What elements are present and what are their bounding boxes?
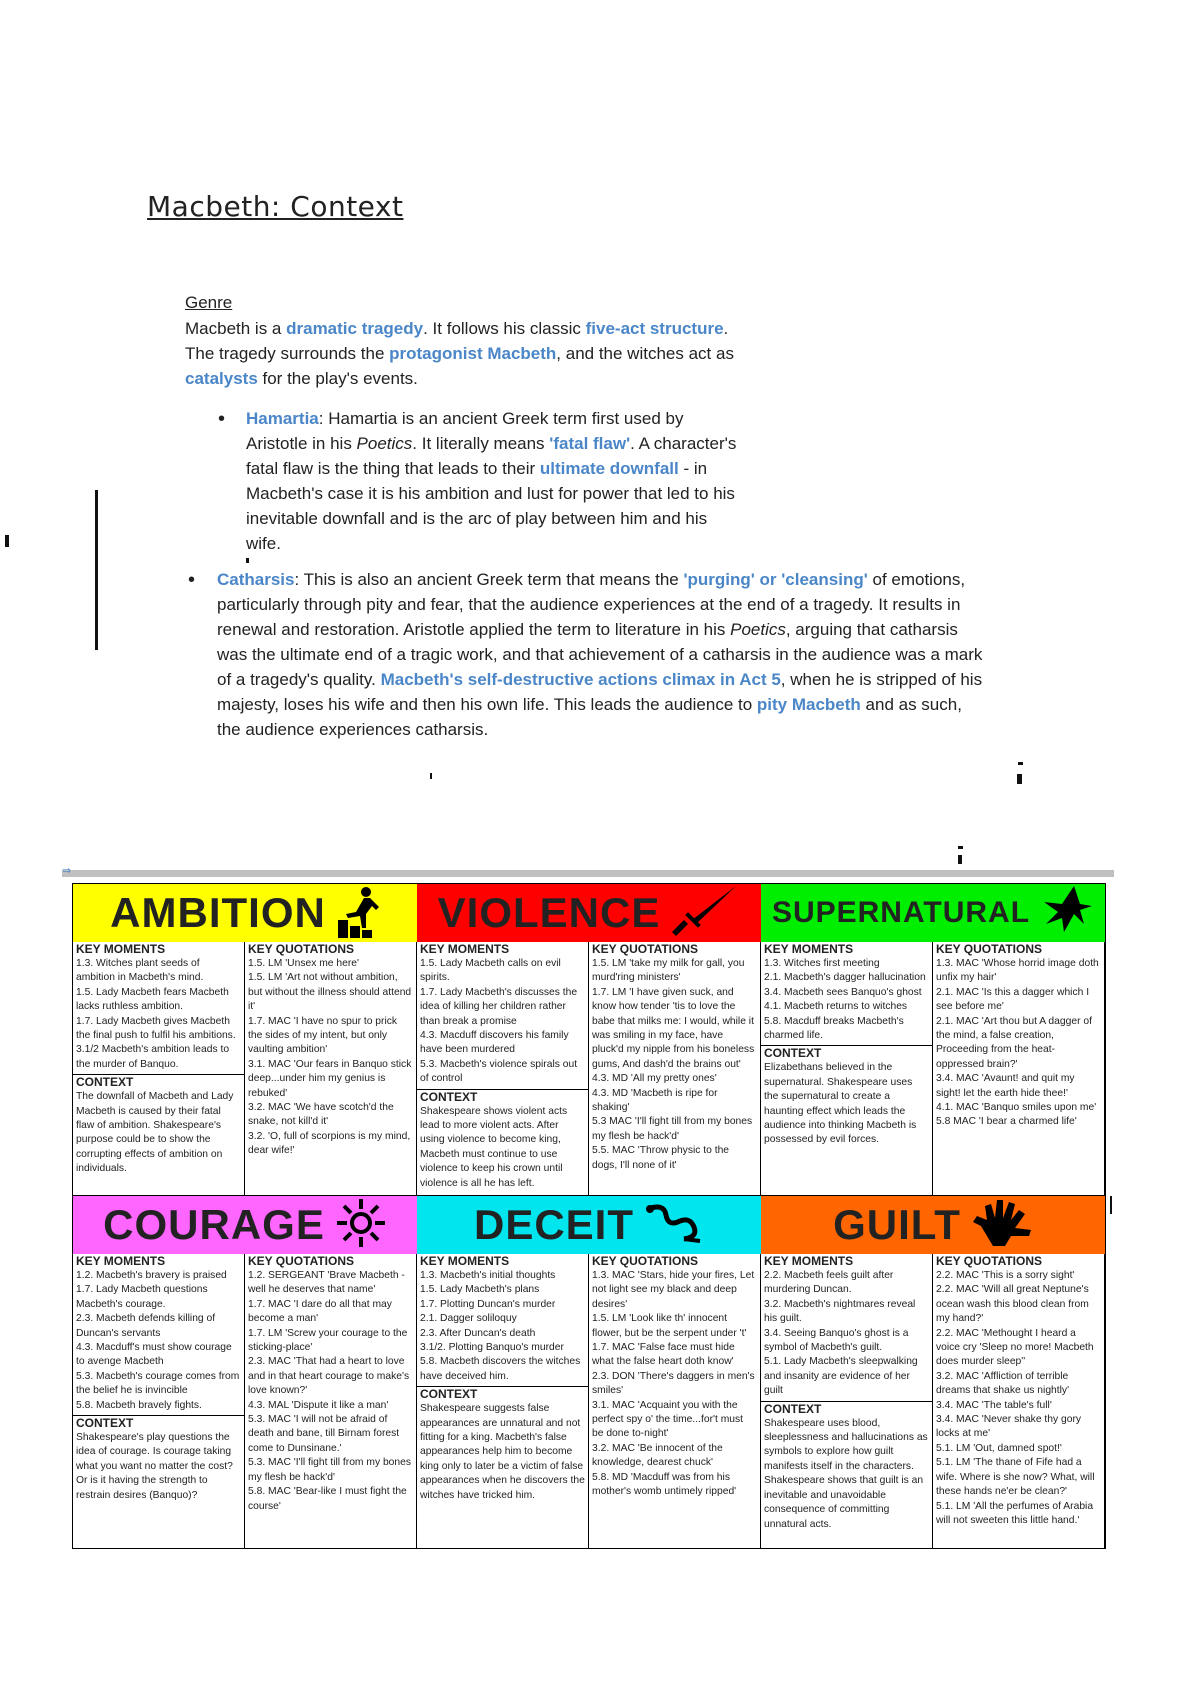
key-moments-list: 1.3. Witches first meeting 2.1. Macbeth's dagger hallucination 3.4. Macbeth sees Banquo's ghost 4.1. Macbeth returns to witches 5.8. Macduff breaks Macbeth's charmed life. <box>764 958 926 1042</box>
context-heading: CONTEXT <box>420 1387 478 1402</box>
theme-title: COURAGE <box>103 1201 325 1248</box>
key-quotations-list: 1.3. MAC 'Whose horrid image doth unfix my hair' 2.1. MAC 'Is this a dagger which I see before me' 2.1. MAC 'Art thou but A dagger of the mind, a false creation, Proceeding from the heat-oppressed brain?' 3.4. MAC 'Avaunt! and quit my sight! let the earth hide thee!' 4.1. MAC 'Banquo smiles upon me' 5.8 MAC 'I bear a charmed life' <box>936 958 1099 1128</box>
key-moments-list: 1.3. Macbeth's initial thoughts 1.5. Lady Macbeth's plans 1.7. Plotting Duncan's murder 2.1. Dagger soliloquy 2.3. After Duncan's death 3.1/2. Plotting Banquo's murder 5.8. Macbeth discovers the witches have deceived him. <box>420 1270 581 1382</box>
context-heading: CONTEXT <box>76 1416 134 1431</box>
bullet-marker: • <box>188 569 196 591</box>
theme-title: GUILT <box>833 1201 961 1248</box>
theme-courage-moments-cell <box>73 1254 245 1548</box>
hamartia-paragraph <box>246 406 746 556</box>
theme-banner-ambition <box>73 884 418 942</box>
key-moments-heading: KEY MOMENTS <box>764 1254 854 1268</box>
theme-ambition-quotations-cell <box>245 942 417 1196</box>
theme-deceit-moments-cell <box>417 1254 589 1548</box>
key-moments-heading: KEY MOMENTS <box>764 942 854 956</box>
body-text: , when he is stripped of his majesty, loses his wife and then his own life. This leads the audience to <box>217 670 983 714</box>
bullet-marker: • <box>218 408 226 430</box>
margin-mark <box>1017 774 1022 784</box>
key-quotations-heading: KEY QUOTATIONS <box>248 942 355 956</box>
key-quotations-list: 1.3. MAC 'Stars, hide your fires, Let not light see my black and deep desires' 1.5. LM 'Look like th' innocent flower, but be the serpent under 't' 1.7. MAC 'False face must hide what the false heart doth know' 2.3. DON 'There's daggers in men's smiles' 3.1. MAC 'Acquaint you with the perfect spy o' the time...for't must be done to-night' 3.2. MAC 'Be innocent of the knowledge, dearest chuck' 5.8. MD 'Macduff was from his mother's womb untimely ripped' <box>592 1270 755 1498</box>
theme-courage-quotations-cell <box>245 1254 417 1548</box>
sun-icon <box>325 1197 387 1254</box>
margin-mark <box>958 855 962 864</box>
highlighted-term: dramatic tragedy <box>286 319 424 338</box>
key-moments-heading: KEY MOMENTS <box>76 942 166 956</box>
dagger-icon <box>660 884 740 943</box>
row-divider <box>73 1195 1105 1196</box>
margin-mark <box>958 846 963 849</box>
key-quotations-list: 1.2. SERGEANT 'Brave Macbeth - well he deserves that name' 1.7. MAC 'I dare do all that may become a man' 1.7. LM 'Screw your courage to the sticking-place' 2.3. MAC 'That had a heart to love and in that heart courage to make's love known?' 4.3. MAL 'Dispute it like a man' 5.3. MAC 'I will not be afraid of death and bane, till Birnam forest come to Dunsinane.' 5.3. MAC 'I'll fight till from my bones my flesh be hack'd' 5.8. MAC 'Bear-like I must fight the course' <box>248 1270 412 1512</box>
highlighted-term: Macbeth's self-destructive actions climax in Act 5 <box>380 670 781 689</box>
witch-icon <box>1030 884 1094 943</box>
key-quotations-list: 1.5. LM 'take my milk for gall, you murd'ring ministers' 1.7. LM 'I have given suck, and know how tender 'tis to love the babe that milks me: I would, while it was smiling in my face, have pluck'd my nipple from his boneless gums, And dash'd the brains out' 4.3. MD 'All my pretty ones' 4.3. MD 'Macbeth is ripe for shaking' 5.3 MAC 'I'll fight till from my bones my flesh be hack'd' 5.5. MAC 'Throw physic to the dogs, I'll none of it' <box>592 958 755 1171</box>
key-moments-heading: KEY MOMENTS <box>76 1254 166 1268</box>
theme-guilt-quotations-cell <box>933 1254 1105 1548</box>
bloody-hand-icon <box>961 1196 1033 1255</box>
highlighted-term: 'fatal flaw' <box>549 434 631 453</box>
themes-grid <box>72 883 1106 1549</box>
italic-title: Poetics <box>356 434 413 453</box>
context-heading: CONTEXT <box>76 1075 134 1090</box>
change-bar <box>95 490 98 650</box>
body-text: . The tragedy surrounds the <box>185 319 729 363</box>
theme-title: DECEIT <box>473 1201 634 1248</box>
genre-heading: Genre <box>185 293 233 312</box>
context-heading: CONTEXT <box>764 1046 822 1061</box>
body-text: : Hamartia is an ancient Greek term first used by Aristotle in his <box>246 409 684 453</box>
key-quotations-heading: KEY QUOTATIONS <box>592 942 699 956</box>
page-title: Macbeth: Context <box>147 190 404 223</box>
margin-mark <box>1018 762 1023 765</box>
body-text: . It follows his classic <box>423 319 586 338</box>
context-block <box>761 1401 932 1532</box>
context-block <box>417 1089 588 1191</box>
margin-mark <box>246 558 249 563</box>
snake-icon <box>634 1201 704 1250</box>
key-quotations-heading: KEY QUOTATIONS <box>248 1254 355 1268</box>
body-text: and as such, the audience experiences catharsis. <box>217 695 962 739</box>
key-moments-heading: KEY MOMENTS <box>420 1254 510 1268</box>
key-quotations-heading: KEY QUOTATIONS <box>936 1254 1043 1268</box>
context-block <box>417 1386 588 1503</box>
context-block <box>761 1045 932 1147</box>
highlighted-term: Hamartia <box>246 409 319 428</box>
highlighted-term: pity Macbeth <box>756 695 861 714</box>
paragraph-arrow-icon: ⇒ <box>62 865 72 877</box>
context-block <box>73 1074 244 1176</box>
theme-banner-courage <box>73 1196 417 1254</box>
body-text: , and the witches act as <box>556 344 734 363</box>
italic-title: Poetics <box>730 620 786 639</box>
context-text: Shakespeare suggests false appearances are unnatural and not fitting for a king. Macbeth's false appearances help him to become king only to later be a victim of false appearances when he discovers the witches have tricked him. <box>420 1403 585 1501</box>
body-text: Macbeth is a <box>185 319 287 338</box>
context-text: The downfall of Macbeth and Lady Macbeth is caused by their fatal flaw of ambition. Shakespeare's purpose could be to show the corrupting effects of ambition on individuals. <box>76 1091 234 1175</box>
theme-ambition-moments-cell <box>73 942 245 1196</box>
theme-banner-violence <box>417 884 761 942</box>
theme-title: SUPERNATURAL <box>771 896 1031 929</box>
key-moments-list: 1.5. Lady Macbeth calls on evil spirits. 1.7. Lady Macbeth's discusses the idea of killing her children rather than break a promise 4.3. Macduff discovers his family have been murdered 5.3. Macbeth's violence spirals out of control <box>420 958 578 1085</box>
key-quotations-heading: KEY QUOTATIONS <box>936 942 1043 956</box>
highlighted-term: Catharsis <box>217 570 295 589</box>
theme-guilt-moments-cell <box>761 1254 933 1548</box>
theme-deceit-quotations-cell <box>589 1254 761 1548</box>
body-text: : This is also an ancient Greek term that means the <box>294 570 684 589</box>
context-block <box>73 1415 244 1503</box>
climber-icon <box>326 884 380 943</box>
genre-paragraph <box>185 316 745 391</box>
body-text: - in Macbeth's case it is his ambition and lust for power that led to his inevitable downfall and is the arc of play between him and his wife. <box>246 459 735 553</box>
highlighted-term: five-act structure <box>585 319 724 338</box>
context-text: Shakespeare uses blood, sleeplessness and hallucinations as symbols to explore how guilt manifests itself in the characters. Shakespeare shows that guilt is an inevitable and unavoidable consequence of committing unnatural acts. <box>764 1417 928 1530</box>
body-text: . A character's fatal flaw is the thing that leads to their <box>246 434 737 478</box>
highlighted-term: catalysts <box>185 369 258 388</box>
key-quotations-list: 2.2. MAC 'This is a sorry sight' 2.2. MAC 'Will all great Neptune's ocean wash this blood clean from my hand?' 2.2. MAC 'Methought I heard a voice cry 'Sleep no more! Macbeth does murder sleep'' 3.2. MAC 'Affliction of terrible dreams that shake us nightly' 3.4. MAC 'The table's full' 3.4. MAC 'Never shake thy gory locks at me' 5.1. LM 'Out, damned spot!' 5.1. LM 'The thane of Fife had a wife. Where is she now? What, will these hands ne'er be clean?' 5.1. LM 'All the perfumes of Arabia will not sweeten this little hand.' <box>936 1270 1095 1526</box>
catharsis-paragraph <box>217 567 987 742</box>
theme-supernatural-quotations-cell <box>933 942 1105 1196</box>
margin-mark <box>5 535 9 547</box>
context-text: Elizabethans believed in the supernatural. Shakespeare uses the supernatural to create a haunting effect which leads the audience into thinking Macbeth is possessed by evil forces. <box>764 1062 917 1146</box>
highlighted-term: ultimate downfall <box>539 459 679 478</box>
theme-banner-supernatural <box>761 884 1105 942</box>
body-text: , arguing that catharsis was the ultimate end of a tragic work, and that achievement of a catharsis in the audience was a mark of a tragedy's quality. <box>217 620 983 689</box>
horizontal-rule <box>62 870 1114 877</box>
key-quotations-list: 1.5. LM 'Unsex me here' 1.5. LM 'Art not without ambition, but without the illness should attend it' 1.7. MAC 'I have no spur to prick the sides of my intent, but only vaulting ambition' 3.1. MAC 'Our fears in Banquo stick deep...under him my genius is rebuked' 3.2. MAC 'We have scotch'd the snake, not kill'd it' 3.2. 'O, full of scorpions is my mind, dear wife!' <box>248 958 412 1157</box>
highlighted-term: protagonist Macbeth <box>389 344 557 363</box>
theme-banner-guilt <box>761 1196 1105 1254</box>
context-heading: CONTEXT <box>764 1401 822 1416</box>
theme-title: AMBITION <box>110 889 326 936</box>
context-heading: CONTEXT <box>420 1089 478 1104</box>
margin-mark <box>430 773 432 779</box>
key-moments-list: 1.3. Witches plant seeds of ambition in Macbeth's mind. 1.5. Lady Macbeth fears Macbeth lacks ruthless ambition. 1.7. Lady Macbeth gives Macbeth the final push to fulfil his ambitions. 3.1/2 Macbeth's ambition leads to the murder of Banquo. <box>76 958 236 1070</box>
key-moments-list: 1.2. Macbeth's bravery is praised 1.7. Lady Macbeth questions Macbeth's courage. 2.3. Macbeth defends killing of Duncan's servants 4.3. Macduff's must show courage to avenge Macbeth 5.3. Macbeth's courage comes from the belief he is invincible 5.8. Macbeth bravely fights. <box>76 1270 240 1411</box>
cursor-mark <box>1110 1196 1112 1214</box>
key-moments-heading: KEY MOMENTS <box>420 942 510 956</box>
body-text: of emotions, particularly through pity and fear, that the audience experiences at the end of a tragedy. It results in renewal and restoration. Aristotle applied the term to literature in his <box>217 570 966 639</box>
context-text: Shakespeare's play questions the idea of courage. Is courage taking what you want no matter the cost? Or is it having the strength to restrain desires (Banquo)? <box>76 1432 233 1501</box>
theme-violence-quotations-cell <box>589 942 761 1196</box>
key-moments-list: 2.2. Macbeth feels guilt after murdering Duncan. 3.2. Macbeth's nightmares reveal his guilt. 3.4. Seeing Banquo's ghost is a symbol of Macbeth's guilt. 5.1. Lady Macbeth's sleepwalking and insanity are evidence of her guilt <box>764 1270 918 1397</box>
body-text: for the play's events. <box>257 369 418 388</box>
highlighted-term: 'purging' or 'cleansing' <box>683 570 868 589</box>
theme-banner-deceit <box>417 1196 761 1254</box>
context-text: Shakespeare shows violent acts lead to more violent acts. After using violence to become king, Macbeth must continue to use violence to keep his crown until violence is all he has left. <box>420 1105 568 1189</box>
theme-violence-moments-cell <box>417 942 589 1196</box>
body-text: . It literally means <box>412 434 550 453</box>
theme-supernatural-moments-cell <box>761 942 933 1196</box>
key-quotations-heading: KEY QUOTATIONS <box>592 1254 699 1268</box>
theme-title: VIOLENCE <box>437 889 661 936</box>
